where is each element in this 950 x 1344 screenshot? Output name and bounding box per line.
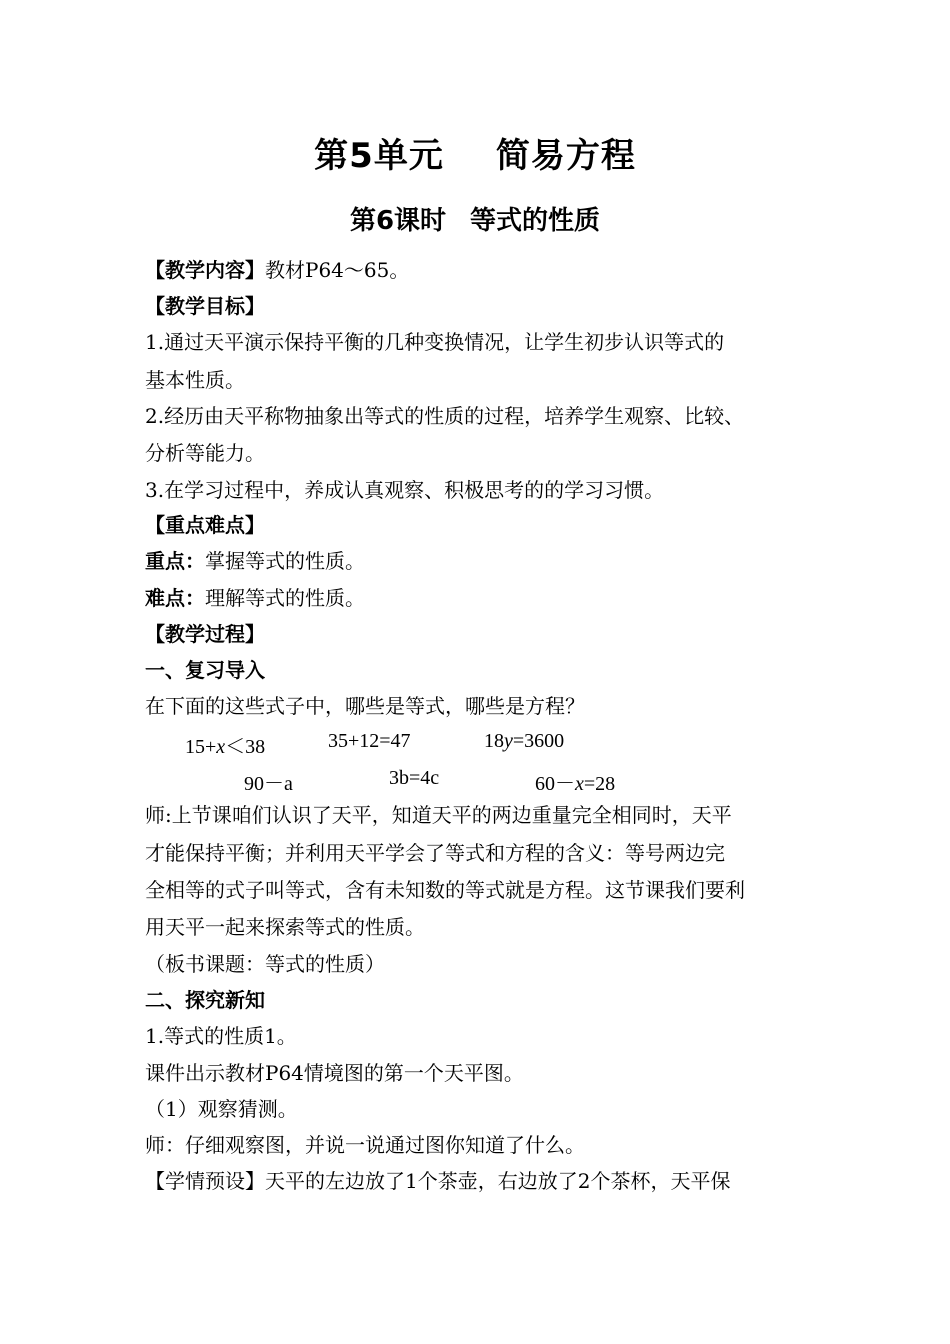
goal-2-line-2: 分析等能力。 xyxy=(145,441,265,465)
teacher-line-4: 用天平一起来探索等式的性质。 xyxy=(145,915,425,939)
courseware-note: 课件出示教材P64情境图的第一个天平图。 xyxy=(145,1061,524,1085)
difficulty-point xyxy=(145,586,815,610)
board-note: （板书课题：等式的性质） xyxy=(145,952,385,976)
goal-2-line-1: 2.经历由天平称物抽象出等式的性质的过程，培养学生观察、比较、 xyxy=(145,404,745,428)
observe-step: （1）观察猜测。 xyxy=(145,1097,298,1121)
goal-1-line-1: 1.通过天平演示保持平衡的几种变换情况，让学生初步认识等式的 xyxy=(145,330,725,354)
lesson-name: 等式的性质 xyxy=(470,206,601,236)
key-text: 掌握等式的性质。 xyxy=(205,549,365,573)
teacher-line-1: 师:上节课咱们认识了天平，知道天平的两边重量完全相同时，天平 xyxy=(145,803,732,827)
unit-label: 第5单元 xyxy=(314,136,444,176)
goal-1-line-2: 基本性质。 xyxy=(145,368,245,392)
preset-line xyxy=(145,1169,815,1193)
section-1-heading: 一、复习导入 xyxy=(145,658,265,682)
difficulty-label: 难点： xyxy=(145,586,205,610)
goal-3: 3.在学习过程中，养成认真观察、积极思考的的学习习惯。 xyxy=(145,478,665,502)
teacher-line-3: 全相等的式子叫等式，含有未知数的等式就是方程。这节课我们要利 xyxy=(145,878,745,902)
teaching-content-text: 教材P64～65。 xyxy=(265,258,410,282)
property-1: 1.等式的性质1。 xyxy=(145,1024,297,1048)
equation: 3b=4c xyxy=(389,767,440,789)
goals-heading: 【教学目标】 xyxy=(145,294,265,318)
teaching-content xyxy=(145,258,815,282)
key-point xyxy=(145,549,815,573)
teacher-prompt: 师：仔细观察图，并说一说通过图你知道了什么。 xyxy=(145,1133,585,1157)
equation: 60－x=28 xyxy=(535,773,616,795)
preset-text: 天平的左边放了1个茶壶，右边放了2个茶杯，天平保 xyxy=(265,1169,731,1193)
section-1-question: 在下面的这些式子中，哪些是等式，哪些是方程？ xyxy=(145,694,585,718)
unit-name: 简易方程 xyxy=(495,136,636,176)
lesson-title xyxy=(0,200,950,237)
teacher-line-2: 才能保持平衡；并利用天平学会了等式和方程的含义：等号两边完 xyxy=(145,841,725,865)
unit-title xyxy=(0,128,950,177)
process-heading: 【教学过程】 xyxy=(145,622,265,646)
equation: 18y=3600 xyxy=(484,730,565,752)
difficulty-text: 理解等式的性质。 xyxy=(205,586,365,610)
key-label: 重点： xyxy=(145,549,205,573)
lesson-label: 第6课时 xyxy=(349,206,447,236)
preset-label: 【学情预设】 xyxy=(145,1169,265,1193)
equation: 90－a xyxy=(244,773,293,795)
teaching-content-label: 【教学内容】 xyxy=(145,258,265,282)
equation: 35+12=47 xyxy=(328,730,411,752)
section-2-heading: 二、探究新知 xyxy=(145,988,265,1012)
equation: 15+x＜38 xyxy=(185,736,266,758)
key-heading: 【重点难点】 xyxy=(145,513,265,537)
